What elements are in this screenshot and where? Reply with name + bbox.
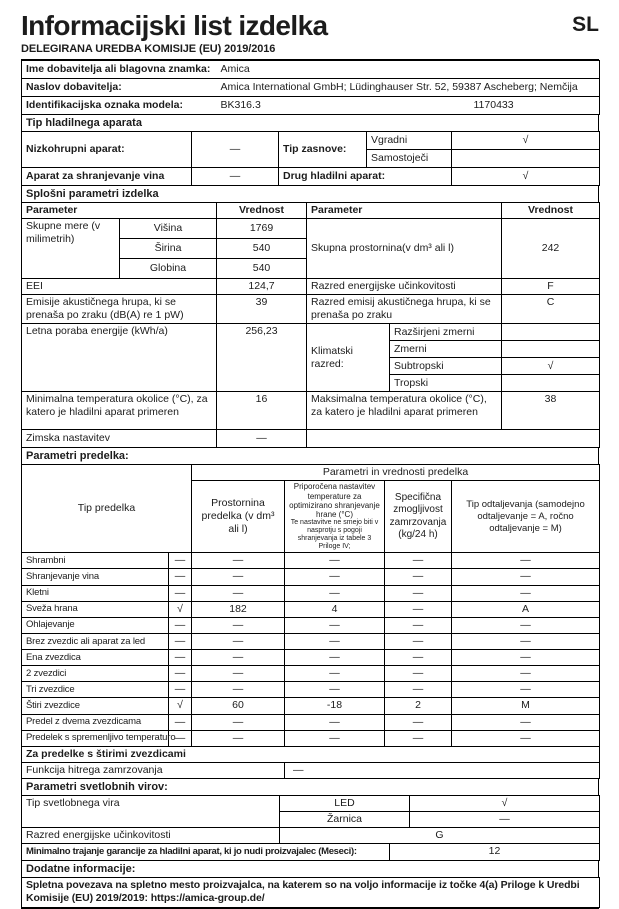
climate-temperate-check xyxy=(502,341,600,358)
compartment-defrost: M xyxy=(452,698,600,714)
additional-info-text: Spletna povezava na spletno mesto proizvajalca, na katerem so na voljo informacije iz točke 4(a) Priloge k Uredbi Komisije (EU) 2019/2019: https://amica-group.de/ xyxy=(22,877,600,907)
model-id-value: BK316.3 xyxy=(217,96,470,114)
compartment-label: Kletni xyxy=(22,585,169,601)
compartment-temp: -18 xyxy=(285,698,385,714)
table-row xyxy=(22,278,600,294)
other-appliance-check: √ xyxy=(452,167,600,185)
compartment-temp: 4 xyxy=(285,601,385,617)
compartment-defrost: — xyxy=(452,569,600,585)
table-row xyxy=(22,96,600,114)
noise-class-label: Razred emisij akustičnega hrupa, ki se prenaša po zraku xyxy=(307,295,502,324)
noise-emission-value: 39 xyxy=(217,295,307,324)
compartment-capacity: — xyxy=(385,617,452,633)
temp-col-header-main: Priporočena nastavitev temperature za optimizirano shranjevanje hrane (°C) xyxy=(289,482,380,519)
total-volume-value: 242 xyxy=(502,218,600,278)
min-ambient-temp-label: Minimalna temperatura okolice (°C), za katero je hladilni aparat primeren xyxy=(22,392,217,430)
compartment-volume: — xyxy=(192,666,285,682)
compartment-volume: — xyxy=(192,617,285,633)
compartment-capacity: — xyxy=(385,553,452,569)
climate-tropical-check xyxy=(502,375,600,392)
led-label: LED xyxy=(280,796,410,812)
bulb-label: Žarnica xyxy=(280,812,410,828)
compartment-check: — xyxy=(169,682,192,698)
compartment-volume: — xyxy=(192,585,285,601)
annual-energy-label: Letna poraba energije (kWh/a) xyxy=(22,324,217,392)
winter-setting-empty-cell xyxy=(307,430,600,448)
table-row xyxy=(22,762,600,778)
noise-emission-label: Emisije akustičnega hrupa, ki se prenaša po zraku (dB(A) re 1 pW) xyxy=(22,295,217,324)
section-general-parameters: Splošni parametri izdelka xyxy=(21,185,599,203)
climate-tropical-label: Tropski xyxy=(390,375,502,392)
compartment-row xyxy=(22,650,600,666)
compartment-label: Štiri zvezdice xyxy=(22,698,169,714)
light-type-label: Tip svetlobnega vira xyxy=(22,796,280,828)
compartment-row xyxy=(22,553,600,569)
compartment-defrost: A xyxy=(452,601,600,617)
compartment-volume: — xyxy=(192,553,285,569)
dimension-width-label: Širina xyxy=(120,238,217,258)
dimension-height-value: 1769 xyxy=(217,218,307,238)
max-ambient-temp-label: Maksimalna temperatura okolice (°C), za katero je hladilni aparat primeren xyxy=(307,392,502,430)
compartment-defrost: — xyxy=(452,666,600,682)
wine-storage-label: Aparat za shranjevanje vina xyxy=(22,167,192,185)
compartment-table xyxy=(21,464,600,779)
light-energy-class-value: G xyxy=(280,828,600,844)
section-compartment-parameters: Parametri predelka: xyxy=(21,447,599,465)
eei-label: EEI xyxy=(22,278,217,294)
compartment-label: Tri zvezdice xyxy=(22,682,169,698)
compartment-defrost: — xyxy=(452,585,600,601)
winter-setting-label: Zimska nastavitev xyxy=(22,430,217,448)
compartment-capacity: — xyxy=(385,714,452,730)
low-noise-label: Nizkohrupni aparat: xyxy=(22,131,192,167)
light-energy-class-label: Razred energijske učinkovitosti xyxy=(22,828,280,844)
dimension-depth-label: Globina xyxy=(120,258,217,278)
compartment-label: 2 zvezdici xyxy=(22,666,169,682)
supplier-table xyxy=(21,60,600,115)
additional-info-table xyxy=(21,877,600,908)
defrost-col-header: Tip odtaljevanja (samodejno odtaljevanje = A, ročno odtaljevanje = M) xyxy=(452,481,600,553)
climate-subtropical-check: √ xyxy=(502,358,600,375)
warranty-value: 12 xyxy=(390,844,600,860)
compartment-temp: — xyxy=(285,633,385,649)
section-light-sources: Parametri svetlobnih virov: xyxy=(21,778,599,796)
climate-extended-temperate-check xyxy=(502,324,600,341)
compartment-label: Shranjevanje vina xyxy=(22,569,169,585)
wine-storage-value: — xyxy=(192,167,279,185)
climate-subtropical-label: Subtropski xyxy=(390,358,502,375)
built-in-label: Vgradni xyxy=(367,131,452,149)
compartment-check: — xyxy=(169,553,192,569)
compartment-row xyxy=(22,569,600,585)
compartment-temp: — xyxy=(285,585,385,601)
table-row xyxy=(22,828,600,844)
compartment-capacity: — xyxy=(385,666,452,682)
compartment-capacity: 2 xyxy=(385,698,452,714)
compartment-temp: — xyxy=(285,569,385,585)
compartment-row xyxy=(22,730,600,746)
model-number-value: 1170433 xyxy=(470,96,600,114)
table-row xyxy=(22,167,600,185)
energy-class-value: F xyxy=(502,278,600,294)
compartment-defrost: — xyxy=(452,714,600,730)
table-row xyxy=(22,844,600,860)
compartment-defrost: — xyxy=(452,682,600,698)
compartment-check: — xyxy=(169,650,192,666)
volume-col-header: Prostornina predelka (v dm³ ali l) xyxy=(192,481,285,553)
low-noise-value: — xyxy=(192,131,279,167)
annual-energy-value: 256,23 xyxy=(217,324,307,392)
page-title: Informacijski list izdelka xyxy=(21,10,328,41)
compartment-defrost: — xyxy=(452,633,600,649)
table-row xyxy=(22,465,600,481)
compartment-row xyxy=(22,633,600,649)
table-row xyxy=(22,60,600,78)
winter-setting-value: — xyxy=(217,430,307,448)
warranty-table xyxy=(21,843,600,860)
compartment-volume: — xyxy=(192,633,285,649)
compartment-volume: — xyxy=(192,730,285,746)
dimension-height-label: Višina xyxy=(120,218,217,238)
compartment-type-header: Tip predelka xyxy=(22,465,192,553)
bulb-value: — xyxy=(410,812,600,828)
compartment-defrost: — xyxy=(452,730,600,746)
table-row xyxy=(22,78,600,96)
compartment-temp: — xyxy=(285,666,385,682)
max-ambient-temp-value: 38 xyxy=(502,392,600,430)
compartment-check: — xyxy=(169,633,192,649)
section-appliance-type: Tip hladilnega aparata xyxy=(21,114,599,132)
compartment-capacity: — xyxy=(385,730,452,746)
supplier-address-value: Amica International GmbH; Lüdinghauser Str. 52, 59387 Ascheberg; Nemčija xyxy=(217,78,600,96)
supplier-address-label: Naslov dobavitelja: xyxy=(22,78,217,96)
compartment-capacity: — xyxy=(385,650,452,666)
compartment-defrost: — xyxy=(452,650,600,666)
compartment-row xyxy=(22,601,600,617)
capacity-col-header: Specifična zmogljivost zamrzovanja (kg/24 h) xyxy=(385,481,452,553)
temp-col-header xyxy=(285,481,385,553)
compartment-defrost: — xyxy=(452,617,600,633)
value-header-right: Vrednost xyxy=(502,202,600,218)
compartment-volume: — xyxy=(192,714,285,730)
title-bar xyxy=(21,11,599,42)
compartment-label: Shrambni xyxy=(22,553,169,569)
compartment-temp: — xyxy=(285,617,385,633)
compartment-volume: 182 xyxy=(192,601,285,617)
compartment-row xyxy=(22,698,600,714)
freestanding-label: Samostoječi xyxy=(367,149,452,167)
table-row xyxy=(22,392,600,430)
other-appliance-label: Drug hladilni aparat: xyxy=(279,167,452,185)
compartment-temp: — xyxy=(285,682,385,698)
dimension-depth-value: 540 xyxy=(217,258,307,278)
min-ambient-temp-value: 16 xyxy=(217,392,307,430)
compartment-row xyxy=(22,714,600,730)
compartment-check: — xyxy=(169,714,192,730)
compartment-row xyxy=(22,682,600,698)
compartment-label: Ohlajevanje xyxy=(22,617,169,633)
compartment-check: √ xyxy=(169,698,192,714)
compartment-label: Sveža hrana xyxy=(22,601,169,617)
warranty-label: Minimalno trajanje garancije za hladilni aparat, ki jo nudi proizvajalec (Meseci): xyxy=(22,844,390,860)
compartment-label: Ena zvezdica xyxy=(22,650,169,666)
table-row xyxy=(22,324,600,341)
table-row xyxy=(22,218,600,238)
supplier-name-value: Amica xyxy=(217,60,600,78)
table-row xyxy=(22,131,600,149)
built-in-check: √ xyxy=(452,131,600,149)
led-check: √ xyxy=(410,796,600,812)
compartment-check: — xyxy=(169,617,192,633)
compartment-check: — xyxy=(169,585,192,601)
section-additional-info: Dodatne informacije: xyxy=(21,860,599,878)
energy-class-label: Razred energijske učinkovitosti xyxy=(307,278,502,294)
table-row xyxy=(22,877,600,907)
eei-value: 124,7 xyxy=(217,278,307,294)
table-row xyxy=(22,746,600,762)
temp-col-header-note: Te nastavitve ne smejo biti v nasprotju s pogoji shranjevanja iz tabele 3 Priloge IV; xyxy=(290,519,379,551)
table-row xyxy=(22,796,600,812)
table-row xyxy=(22,295,600,324)
compartment-capacity: — xyxy=(385,585,452,601)
document-page xyxy=(21,0,599,909)
param-header-left: Parameter xyxy=(22,202,217,218)
table-row xyxy=(22,202,600,218)
compartment-group-header: Parametri in vrednosti predelka xyxy=(192,465,600,481)
climate-temperate-label: Zmerni xyxy=(390,341,502,358)
regulation-subtitle: DELEGIRANA UREDBA KOMISIJE (EU) 2019/2016 xyxy=(21,42,276,55)
compartment-volume: 60 xyxy=(192,698,285,714)
climate-class-label: Klimatski razred: xyxy=(307,324,390,392)
value-header-left: Vrednost xyxy=(217,202,307,218)
noise-class-value: C xyxy=(502,295,600,324)
compartment-check: — xyxy=(169,730,192,746)
compartment-row xyxy=(22,666,600,682)
design-type-label: Tip zasnove: xyxy=(279,131,367,167)
compartment-temp: — xyxy=(285,650,385,666)
compartment-check: — xyxy=(169,569,192,585)
freestanding-check xyxy=(452,149,600,167)
compartment-temp: — xyxy=(285,553,385,569)
climate-extended-temperate-label: Razširjeni zmerni xyxy=(390,324,502,341)
param-header-right: Parameter xyxy=(307,202,502,218)
compartment-capacity: — xyxy=(385,569,452,585)
compartment-row xyxy=(22,585,600,601)
dimension-width-value: 540 xyxy=(217,238,307,258)
compartment-volume: — xyxy=(192,650,285,666)
compartment-capacity: — xyxy=(385,633,452,649)
table-row xyxy=(22,430,600,448)
compartment-check: √ xyxy=(169,601,192,617)
four-star-section-title: Za predelke s štirimi zvezdicami xyxy=(22,746,600,762)
compartment-capacity: — xyxy=(385,682,452,698)
compartment-volume: — xyxy=(192,569,285,585)
fast-freeze-label: Funkcija hitrega zamrzovanja xyxy=(22,762,285,778)
compartment-defrost: — xyxy=(452,553,600,569)
compartment-row xyxy=(22,617,600,633)
supplier-name-label: Ime dobavitelja ali blagovna znamka: xyxy=(22,60,217,78)
general-parameters-table xyxy=(21,202,600,449)
compartment-capacity: — xyxy=(385,601,452,617)
compartment-volume: — xyxy=(192,682,285,698)
appliance-type-table xyxy=(21,131,600,186)
fast-freeze-value: — xyxy=(285,762,600,778)
language-code: SL xyxy=(572,13,599,36)
compartment-label: Predel z dvema zvezdicama xyxy=(22,714,169,730)
total-volume-label: Skupna prostornina(v dm³ ali l) xyxy=(307,218,502,278)
dimensions-label: Skupne mere (v milimetrih) xyxy=(22,218,120,278)
compartment-temp: — xyxy=(285,714,385,730)
compartment-temp: — xyxy=(285,730,385,746)
compartment-label: Brez zvezdic ali aparat za led xyxy=(22,633,169,649)
compartment-label: Predelek s spremenljivo temperaturo xyxy=(22,730,169,746)
light-sources-table xyxy=(21,795,600,844)
model-id-label: Identifikacijska oznaka modela: xyxy=(22,96,217,114)
compartment-check: — xyxy=(169,666,192,682)
